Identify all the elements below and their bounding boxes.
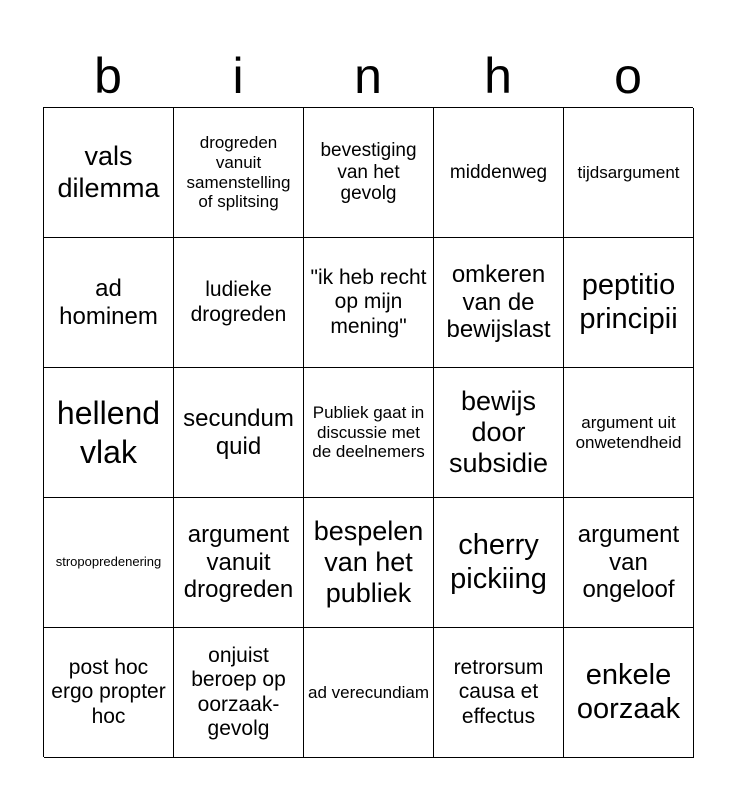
header-letter-o: o — [614, 48, 642, 104]
bingo-cell-4-1[interactable] — [44, 498, 174, 628]
bingo-board — [43, 107, 693, 757]
bingo-cell-1-4[interactable] — [434, 108, 564, 238]
header-letter-h: h — [484, 48, 512, 104]
bingo-cell-4-2[interactable] — [174, 498, 304, 628]
bingo-cell-3-5[interactable] — [564, 368, 694, 498]
cell-text: ad verecundiam — [308, 682, 429, 702]
cell-text: ad hominem — [59, 274, 158, 330]
cell-text: enkele oorzaak — [576, 659, 681, 725]
bingo-cell-2-2[interactable] — [174, 238, 304, 368]
cell-text: peptitio principii — [579, 269, 678, 335]
cell-text: argument van ongeloof — [577, 521, 680, 604]
cell-text: argument vanuit drogreden — [183, 521, 294, 604]
bingo-cell-5-2[interactable] — [174, 628, 304, 758]
cell-text: Publiek gaat in discussie met de deelnemers — [312, 403, 425, 462]
cell-text: omkeren van de bewijslast — [446, 261, 551, 344]
cell-text: stropopredenering — [55, 554, 162, 570]
header-letter-i: i — [232, 48, 244, 104]
cell-text: retrorsum causa et effectus — [453, 656, 544, 728]
cell-text: hellend vlak — [56, 395, 161, 470]
cell-text: middenweg — [449, 161, 548, 183]
bingo-cell-1-3[interactable] — [304, 108, 434, 238]
bingo-cell-5-4[interactable] — [434, 628, 564, 758]
cell-text: vals dilemma — [57, 141, 160, 203]
cell-text: tijdsargument — [577, 162, 680, 182]
bingo-cell-1-1[interactable] — [44, 108, 174, 238]
header-letter-b: b — [94, 48, 122, 104]
cell-text: bewijs door subsidie — [448, 385, 549, 479]
bingo-cell-3-2[interactable] — [174, 368, 304, 498]
bingo-header — [43, 46, 693, 106]
bingo-cell-3-1[interactable] — [44, 368, 174, 498]
bingo-cell-5-5[interactable] — [564, 628, 694, 758]
cell-text: "ik heb recht op mijn mening" — [310, 266, 427, 338]
bingo-cell-3-4[interactable] — [434, 368, 564, 498]
cell-text: drogreden vanuit samenstelling of splitsing — [186, 133, 291, 212]
bingo-cell-4-3[interactable] — [304, 498, 434, 628]
bingo-cell-4-4[interactable] — [434, 498, 564, 628]
bingo-cell-3-3[interactable] — [304, 368, 434, 498]
cell-text: argument uit onwetendheid — [575, 412, 682, 452]
bingo-cell-2-1[interactable] — [44, 238, 174, 368]
cell-text: bespelen van het publiek — [313, 515, 424, 609]
bingo-cell-2-4[interactable] — [434, 238, 564, 368]
bingo-cell-5-3[interactable] — [304, 628, 434, 758]
cell-text: ludieke drogreden — [190, 278, 287, 326]
bingo-cell-4-5[interactable] — [564, 498, 694, 628]
cell-text: cherry pickiing — [450, 529, 547, 595]
bingo-cell-1-2[interactable] — [174, 108, 304, 238]
cell-text: secundum quid — [183, 404, 294, 460]
bingo-cell-1-5[interactable] — [564, 108, 694, 238]
bingo-cell-2-3[interactable] — [304, 238, 434, 368]
cell-text: bevestiging van het gevolg — [320, 139, 417, 205]
header-letter-n: n — [354, 48, 382, 104]
bingo-cell-5-1[interactable] — [44, 628, 174, 758]
bingo-cell-2-5[interactable] — [564, 238, 694, 368]
cell-text: post hoc ergo propter hoc — [51, 656, 166, 728]
cell-text: onjuist beroep op oorzaak-gevolg — [191, 644, 286, 740]
